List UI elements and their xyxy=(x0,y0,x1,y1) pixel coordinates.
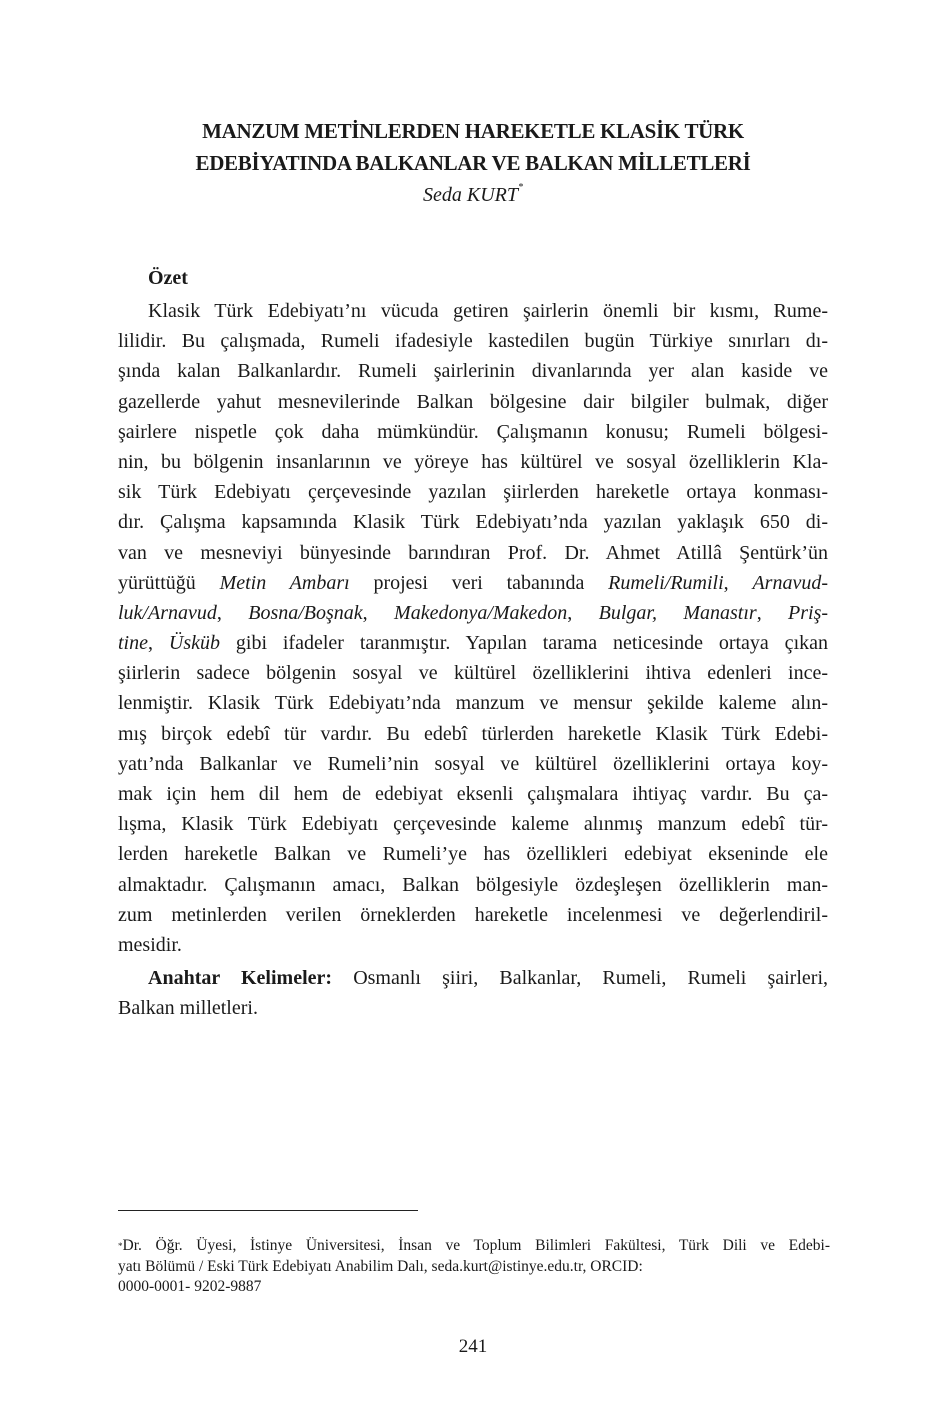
abstract-line: zum metinlerden verilen örneklerden hareketle incelenmesi ve değerlendiril- xyxy=(118,903,828,926)
abstract-line: lerden hareketle Balkan ve Rumeli’ye has özellikleri edebiyat ekseninde ele xyxy=(118,843,828,866)
text-run: , xyxy=(216,601,249,624)
keywords-line: Balkan milletleri. xyxy=(118,997,258,1020)
footnote-line: yatı Bölümü / Eski Türk Edebiyatı Anabilim Dalı, seda.kurt@istinye.edu.tr, ORCID: xyxy=(118,1257,643,1275)
italic-term: tine xyxy=(118,632,148,655)
footnote-separator xyxy=(118,1210,418,1211)
text-run: , xyxy=(756,601,789,624)
article-title-line-1: MANZUM METİNLERDEN HAREKETLE KLASİK TÜRK xyxy=(202,119,744,143)
abstract-line xyxy=(118,598,828,628)
abstract-line: lenmiştir. Klasik Türk Edebiyatı’nda manzum ve mensur şekilde kaleme alın- xyxy=(118,692,828,715)
italic-term: Rumeli/Rumili xyxy=(608,571,724,594)
text-run: , xyxy=(723,571,753,594)
footnote-line xyxy=(118,1236,830,1257)
abstract-line: nin, bu bölgenin insanlarının ve yöreye has kültürel ve sosyal özelliklerin Kla- xyxy=(118,450,828,473)
author-name xyxy=(0,184,946,207)
italic-term: Bulgar, Manastır xyxy=(598,601,757,624)
abstract-line: mak için hem dil hem de edebiyat eksenli çalışmalara ihtiyaç vardır. Bu ça- xyxy=(118,783,828,805)
keywords-line xyxy=(118,963,828,993)
italic-term: Bosna/Boşnak xyxy=(248,601,363,624)
abstract-line: yatı’nda Balkanlar ve Rumeli’nin sosyal ve kültürel özelliklerini ortaya koy- xyxy=(118,752,828,775)
italic-term: luk/Arnavud xyxy=(118,601,217,624)
footnote-line: 0000-0001- 9202-9887 xyxy=(118,1278,262,1295)
text-run: , xyxy=(362,601,395,624)
abstract-line: mış birçok edebî tür vardır. Bu edebî türlerden hareketle Klasik Türk Edebi- xyxy=(118,722,828,745)
abstract-line: Klasik Türk Edebiyatı’nı vücuda getiren şairlerin önemli bir kısmı, Rume- xyxy=(148,300,828,322)
italic-term: Priş- xyxy=(788,601,829,624)
abstract-line: lışma, Klasik Türk Edebiyatı çerçevesinde kaleme alınmış manzum edebî tür- xyxy=(118,813,828,836)
abstract-line: dır. Çalışma kapsamında Klasik Türk Edebiyatı’nda yazılan yaklaşık 650 di- xyxy=(118,511,828,534)
footnote-text: Dr. Öğr. Üyesi, İstinye Üniversitesi, İnsan ve Toplum Bilimleri Fakültesi, Türk Dili ve Edebi- xyxy=(122,1237,830,1254)
abstract-line: şında kalan Balkanlardır. Rumeli şairlerinin divanlarında yer alan kaside ve xyxy=(118,360,828,383)
keywords-list: Osmanlı şiiri, Balkanlar, Rumeli, Rumeli şairleri, xyxy=(332,967,828,990)
abstract-line: sik Türk Edebiyatı çerçevesinde yazılan şiirlerden hareketle ortaya konması- xyxy=(118,481,828,504)
abstract-line: şiirlerin sadece bölgenin sosyal ve kültürel özelliklerini ihtiva edenleri ince- xyxy=(118,662,828,685)
author-text: Seda KURT xyxy=(423,184,518,206)
footnote-marker[interactable]: * xyxy=(518,182,523,193)
abstract-body xyxy=(118,296,828,1024)
text-run: , xyxy=(148,632,169,655)
text-run: , xyxy=(567,601,599,624)
abstract-heading: Özet xyxy=(148,267,188,289)
abstract-line xyxy=(118,568,828,598)
abstract-line: gazellerde yahut mesnevilerinde Balkan bölgesine dair bilgiler bulmak, diğer xyxy=(118,390,828,413)
text-run: yürüttüğü xyxy=(118,571,220,594)
italic-term: Arnavud- xyxy=(752,571,829,594)
abstract-line: lilidir. Bu çalışmada, Rumeli ifadesiyle kastedilen bugün Türkiye sınırları dı- xyxy=(118,330,828,353)
abstract-line: şairlere nispetle çok daha mümkündür. Çalışmanın konusu; Rumeli bölgesi- xyxy=(118,420,828,443)
italic-term: Üsküb xyxy=(168,632,220,655)
text-run: projesi veri tabanında xyxy=(349,571,609,594)
italic-term: Metin Ambarı xyxy=(219,571,350,594)
abstract-line xyxy=(118,628,828,658)
abstract-line: van ve mesneviyi bünyesinde barındıran Prof. Dr. Ahmet Atillâ Şentürk’ün xyxy=(118,541,828,564)
page-number: 241 xyxy=(458,1336,488,1357)
footnote-mark: * xyxy=(118,1241,123,1251)
footnote xyxy=(118,1236,830,1298)
italic-term: Makedonya/Makedon xyxy=(394,601,568,624)
keywords-label: Anahtar Kelimeler: xyxy=(148,967,333,990)
abstract-line: almaktadır. Çalışmanın amacı, Balkan bölgesiyle özdeşleşen özelliklerin man- xyxy=(118,873,828,896)
abstract-line: mesidir. xyxy=(118,933,182,956)
text-run: gibi ifadeler taranmıştır. Yapılan tarama neticesinde ortaya çıkan xyxy=(220,632,828,655)
article-title-line-2: EDEBİYATINDA BALKANLAR VE BALKAN MİLLETLERİ xyxy=(195,151,751,175)
